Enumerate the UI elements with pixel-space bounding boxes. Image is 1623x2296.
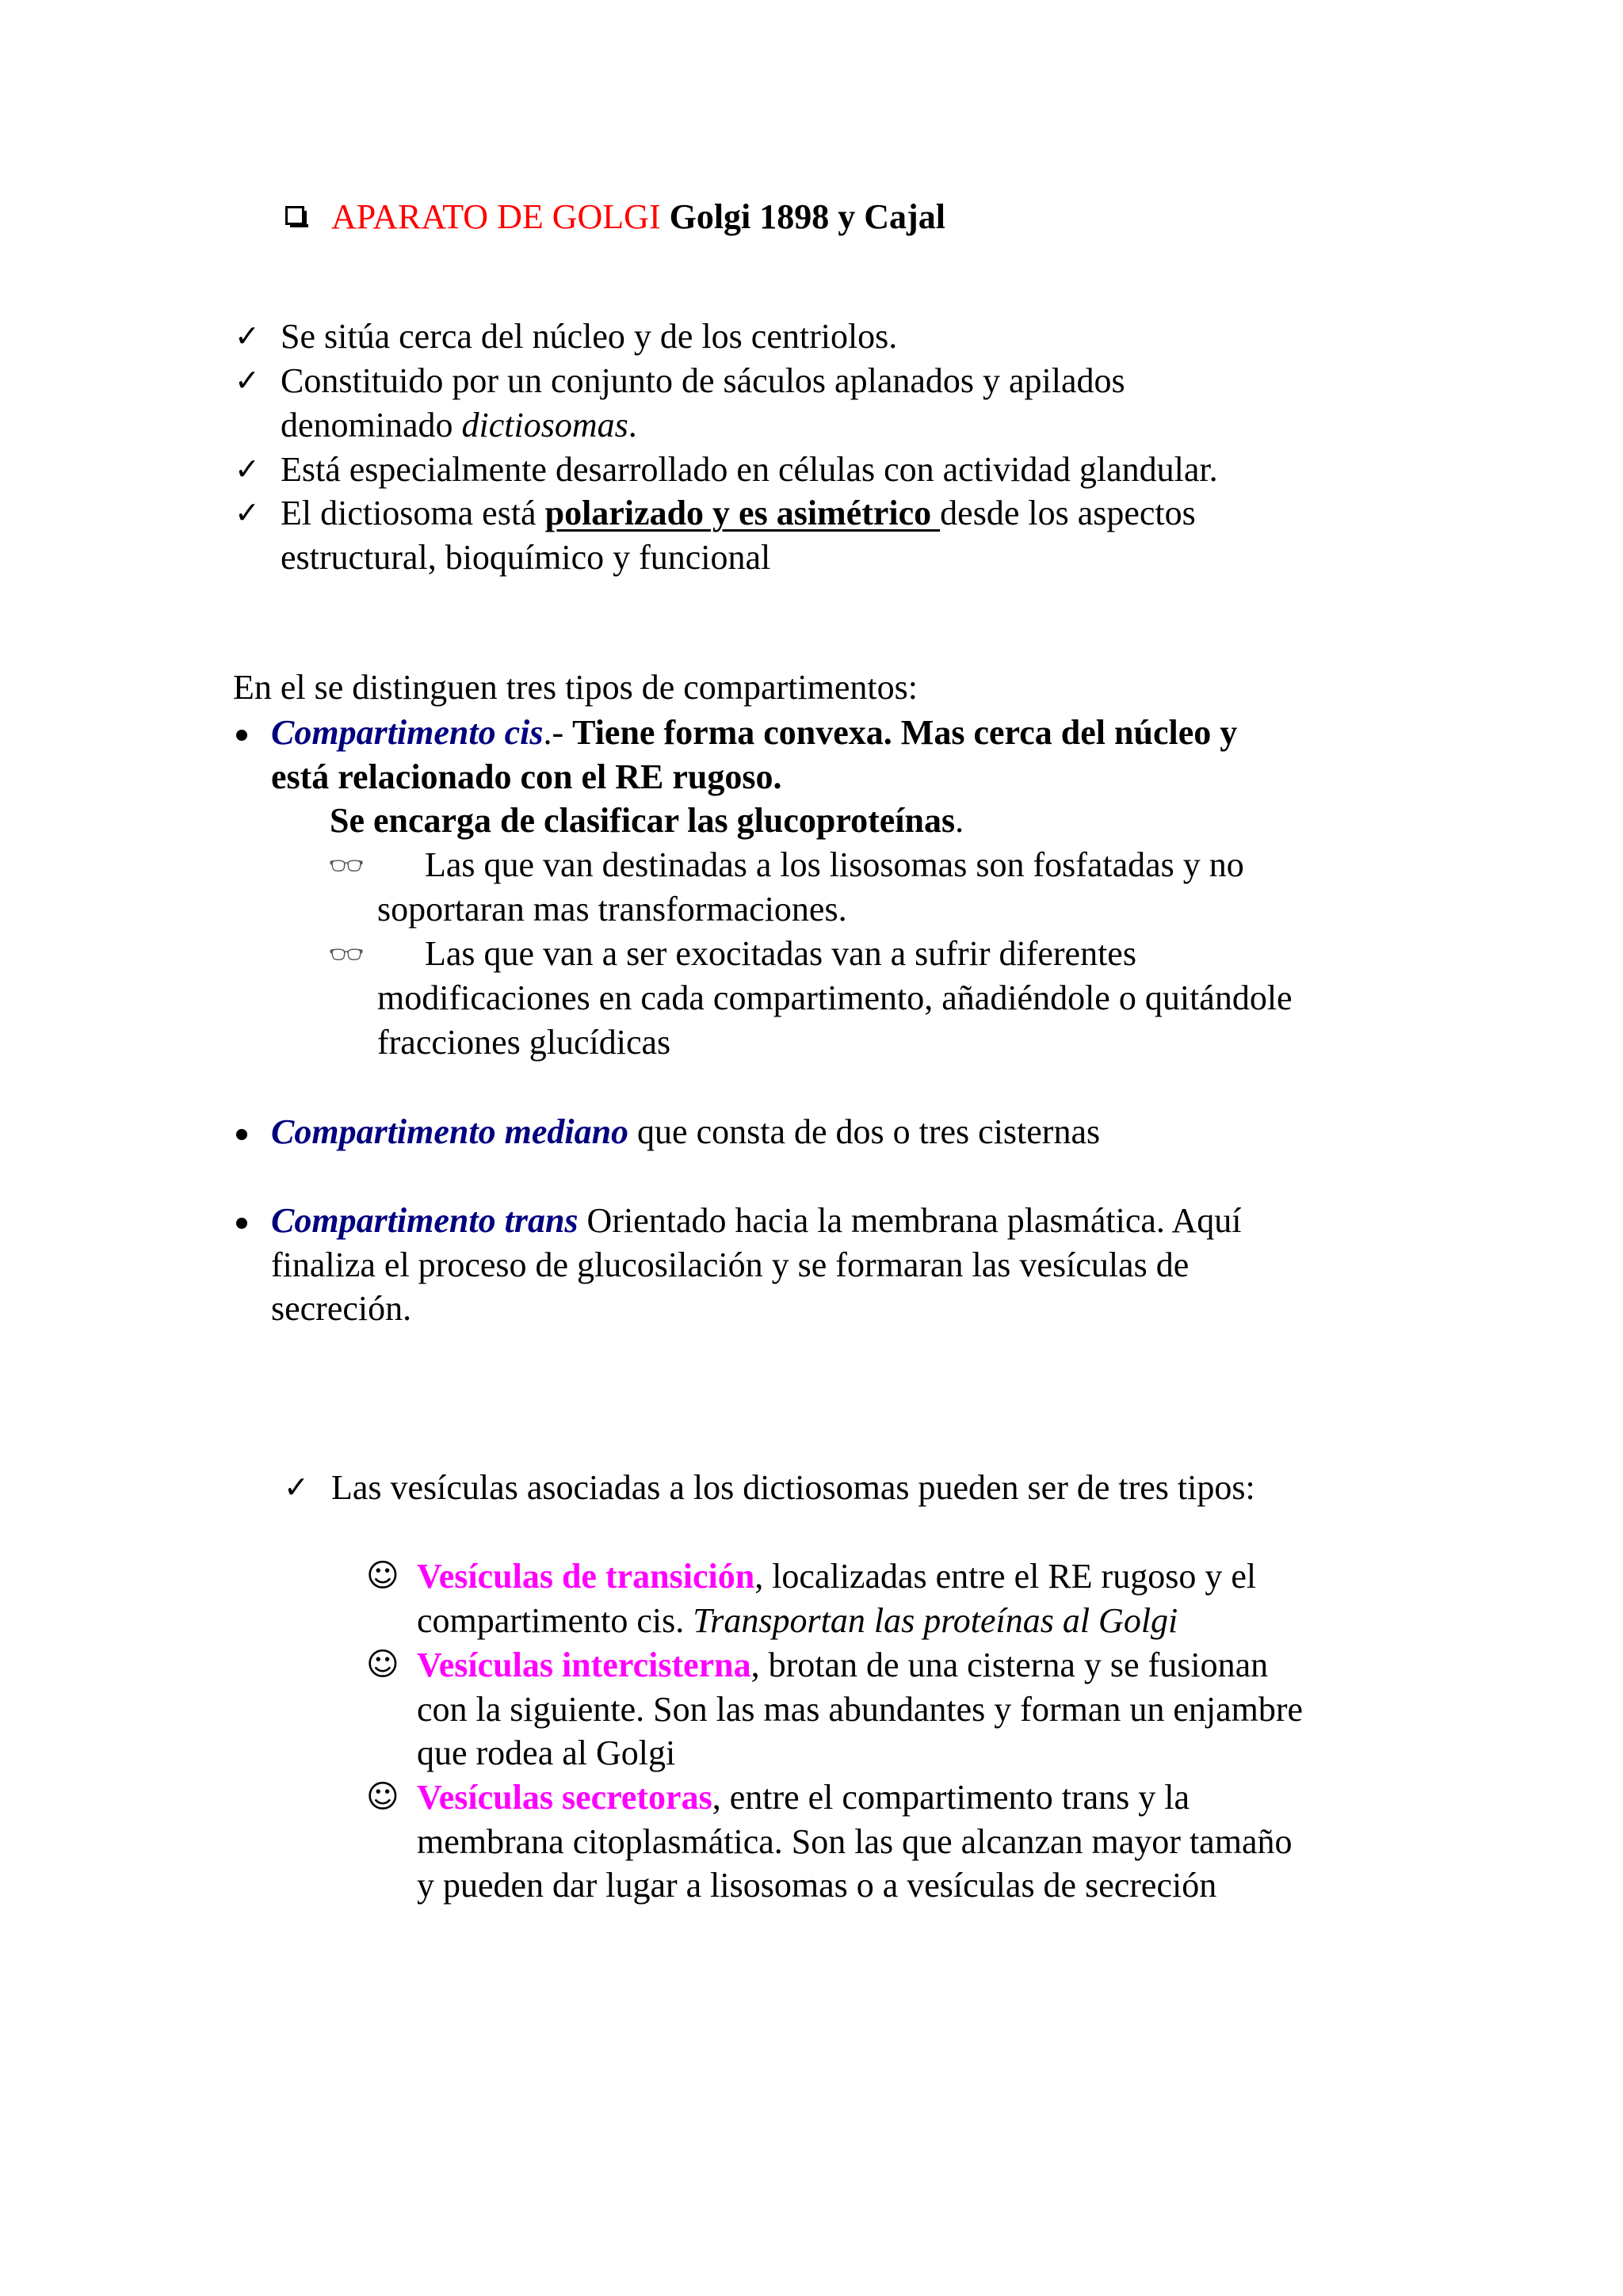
text: , entre el compartimento trans y la (712, 1778, 1190, 1817)
vesicle-item (417, 1775, 1190, 1820)
compartment-cis-cont: está relacionado con el RE rugoso. (271, 757, 782, 796)
text: Orientado hacia la membrana plasmática. Aquí (578, 1201, 1242, 1240)
text: que consta de dos o tres cisternas (628, 1112, 1101, 1151)
vesicle-name: Vesículas secretoras (417, 1778, 712, 1817)
compartment-trans-cont: finaliza el proceso de glucosilación y se formaran las vesículas de (271, 1245, 1190, 1284)
compartment-cis-sub (330, 799, 964, 843)
text: denominado (281, 406, 462, 444)
smiley-face-icon: ☺ (366, 1558, 399, 1594)
bullet-icon (236, 1129, 247, 1140)
compartments-intro: En el se distinguen tres tipos de compartimentos: (233, 668, 918, 707)
checkbox-square-icon (285, 206, 304, 225)
checkmark-icon: ✓ (284, 1470, 309, 1505)
text: Se encarga de clasificar las glucoproteínas (330, 801, 956, 840)
sub-item-cont: fracciones glucídicas (377, 1023, 671, 1062)
sub-item: Las que van destinadas a los lisosomas son fosfatadas y no (425, 845, 1244, 884)
eyeglasses-icon: 👓︎ (328, 850, 365, 883)
vesicle-name: Vesículas intercisterna (417, 1646, 751, 1684)
sub-item-cont: modificaciones en cada compartimento, añadiéndole o quitándole (377, 978, 1293, 1017)
vesicle-item-cont: membrana citoplasmática. Son las que alcanzan mayor tamaño (417, 1822, 1293, 1861)
checkmark-icon: ✓ (235, 318, 260, 353)
list-item: Constituido por un conjunto de sáculos aplanados y apilados (281, 361, 1125, 400)
vesicle-item (417, 1643, 1268, 1688)
title-red: APARATO DE GOLGI (331, 197, 661, 236)
text: Tiene forma convexa. Mas cerca del núcleo y (572, 713, 1238, 752)
vesicle-item (417, 1554, 1256, 1599)
text: . (955, 801, 964, 840)
vesicle-item-cont: que rodea al Golgi (417, 1733, 676, 1772)
smiley-face-icon: ☺ (366, 1646, 399, 1683)
vesicle-item-cont: y pueden dar lugar a lisosomas o a vesículas de secreción (417, 1866, 1217, 1905)
text: , brotan de una cisterna y se fusionan (750, 1646, 1269, 1684)
text: El dictiosoma está (281, 494, 545, 532)
compartment-mediano (271, 1110, 1100, 1154)
text: Transportan las proteínas al Golgi (693, 1601, 1178, 1640)
title-rest: Golgi 1898 y Cajal (669, 197, 945, 236)
compartment-trans (271, 1199, 1241, 1243)
compartment-mediano-name: Compartimento mediano (271, 1112, 629, 1151)
text: .- (543, 713, 573, 752)
text: . (628, 406, 637, 444)
vesicles-intro: Las vesículas asociadas a los dictiosomas pueden ser de tres tipos: (331, 1468, 1255, 1507)
eyeglasses-icon: 👓︎ (328, 939, 365, 971)
list-item: Está especialmente desarrollado en células con actividad glandular. (281, 450, 1218, 489)
bullet-icon (236, 730, 247, 741)
list-item-continuation: estructural, bioquímico y funcional (281, 538, 771, 577)
sub-item: Las que van a ser exocitadas van a sufrir diferentes (425, 934, 1136, 973)
text: , localizadas entre el RE rugoso y el (754, 1557, 1257, 1596)
dictiosomas-term: dictiosomas (461, 406, 628, 444)
list-item (281, 491, 1196, 536)
smiley-face-icon: ☺ (366, 1779, 399, 1815)
list-item-continuation (281, 403, 637, 448)
checkmark-icon: ✓ (235, 452, 260, 486)
page-title (331, 195, 945, 239)
bullet-icon (236, 1218, 247, 1229)
compartment-trans-cont: secreción. (271, 1289, 412, 1328)
vesicle-item-cont: con la siguiente. Son las mas abundantes y forman un enjambre (417, 1690, 1304, 1729)
list-item: Se sitúa cerca del núcleo y de los centriolos. (281, 317, 898, 356)
vesicle-item-cont (417, 1599, 1178, 1643)
text: desde los aspectos (940, 494, 1196, 532)
text: compartimento cis. (417, 1601, 693, 1640)
vesicle-name: Vesículas de transición (417, 1557, 755, 1596)
compartment-cis-name: Compartimento cis (271, 713, 544, 752)
underlined-term: polarizado y es asimétrico (544, 494, 941, 532)
checkmark-icon: ✓ (235, 495, 260, 530)
compartment-trans-name: Compartimento trans (271, 1201, 579, 1240)
sub-item-cont: soportaran mas transformaciones. (377, 890, 847, 929)
compartment-cis (271, 711, 1237, 755)
checkmark-icon: ✓ (235, 363, 260, 398)
